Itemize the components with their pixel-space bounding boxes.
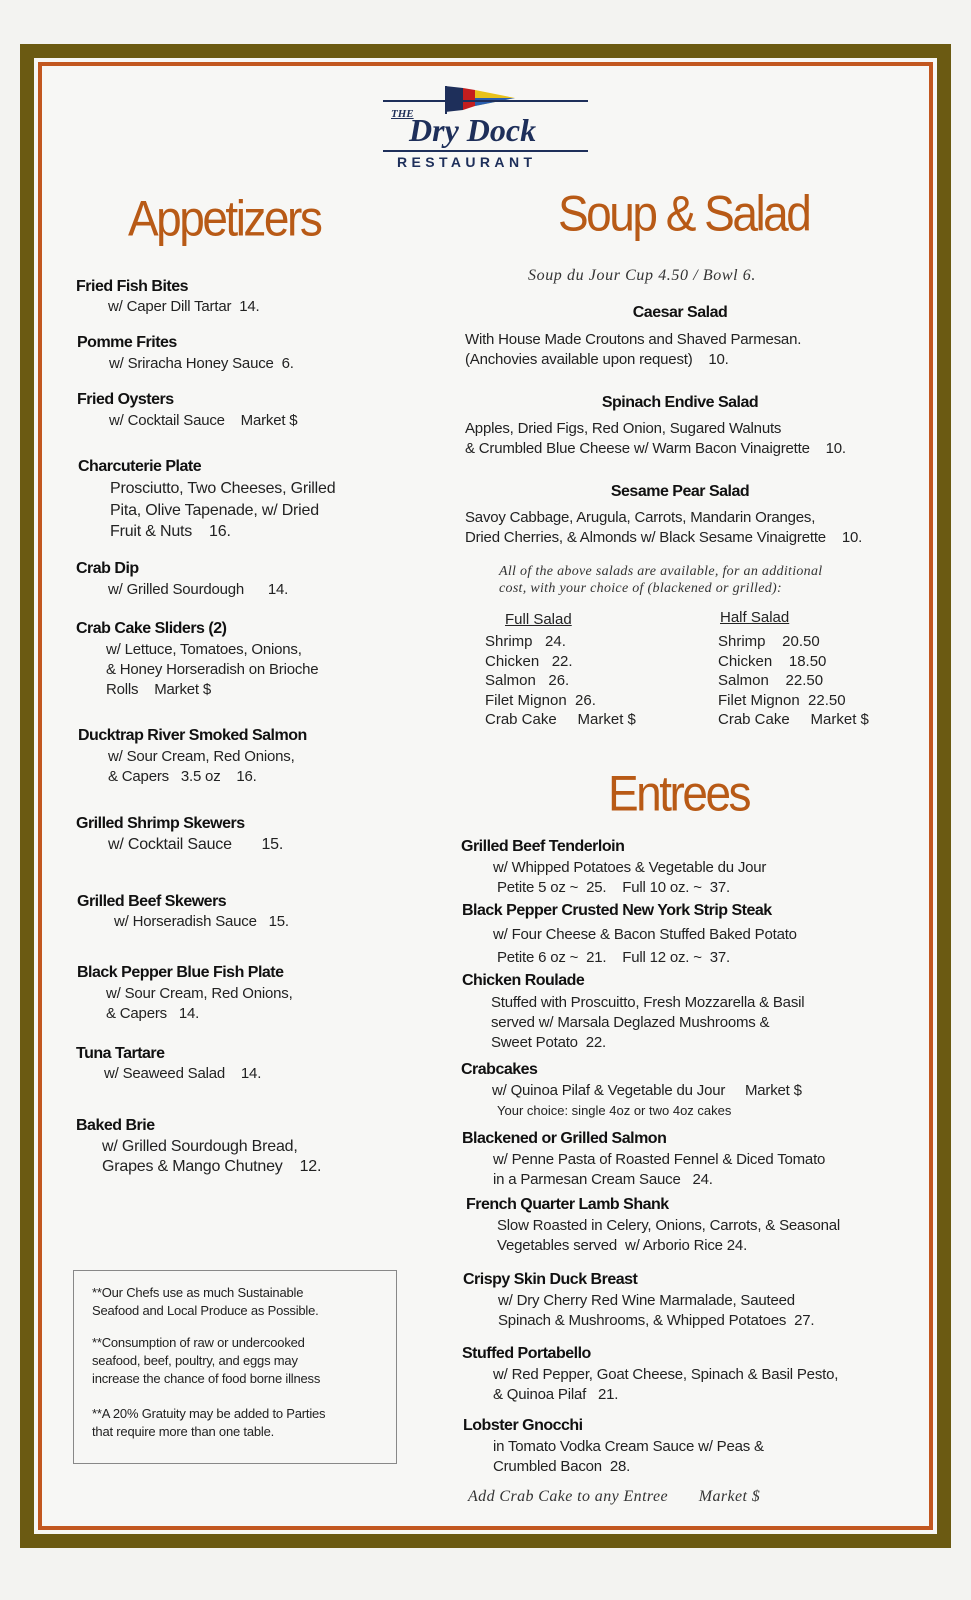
full-salad-header: Full Salad — [505, 611, 572, 628]
heading-soup-salad: Soup & Salad — [558, 184, 810, 242]
appetizer-name: Charcuterie Plate — [78, 458, 202, 475]
salad-addon-note: All of the above salads are available, for an additional cost, with your choice of (blackened or grilled): — [499, 564, 823, 596]
entree-name: Grilled Beef Tenderloin — [461, 838, 625, 855]
entree-desc: Slow Roasted in Celery, Onions, Carrots, & Seasonal Vegetables served w/ Arborio Rice 24. — [497, 1217, 841, 1254]
heading-entrees: Entrees — [608, 764, 750, 822]
logo-rule-top — [383, 100, 588, 102]
entree-desc: w/ Quinoa Pilaf & Vegetable du Jour Market $ — [492, 1082, 802, 1099]
appetizer-desc: w/ Sour Cream, Red Onions, & Capers 14. — [106, 985, 293, 1022]
entree-name: Chicken Roulade — [462, 972, 585, 989]
appetizer-desc: w/ Grilled Sourdough Bread, Grapes & Mango Chutney 12. — [102, 1138, 322, 1175]
appetizer-desc: w/ Caper Dill Tartar 14. — [108, 298, 260, 315]
salad-desc: With House Made Croutons and Shaved Parmesan. (Anchovies available upon request) 10. — [465, 331, 802, 368]
logo-the: THE — [391, 108, 414, 120]
appetizer-name: Grilled Beef Skewers — [77, 893, 227, 910]
salad-name: Sesame Pear Salad — [610, 483, 750, 500]
salad-desc: Savoy Cabbage, Arugula, Carrots, Mandarin Oranges, Dried Cherries, & Almonds w/ Black Sesame Vinaigrette 10. — [465, 509, 863, 546]
half-salad-prices: Shrimp 20.50 Chicken 18.50 Salmon 22.50 Filet Mignon 22.50 Crab Cake Market $ — [718, 633, 869, 729]
note-gratuity: **A 20% Gratuity may be added to Parties that require more than one table. — [92, 1406, 326, 1439]
appetizer-name: Pomme Frites — [77, 334, 177, 351]
appetizer-name: Crab Dip — [76, 560, 139, 577]
note-raw-food-warning: **Consumption of raw or undercooked seafood, beef, poultry, and eggs may increase the chance of food borne illness — [92, 1335, 321, 1386]
entree-desc: w/ Penne Pasta of Roasted Fennel & Diced Tomato in a Parmesan Cream Sauce 24. — [493, 1151, 826, 1188]
heading-appetizers: Appetizers — [128, 189, 321, 247]
entree-name: French Quarter Lamb Shank — [466, 1196, 669, 1213]
appetizer-desc: w/ Grilled Sourdough 14. — [108, 581, 289, 598]
crabcake-choice-note: Your choice: single 4oz or two 4oz cakes — [497, 1103, 732, 1118]
logo-subtitle: RESTAURANT — [397, 154, 537, 170]
appetizer-desc: Prosciutto, Two Cheeses, Grilled Pita, Olive Tapenade, w/ Dried Fruit & Nuts 16. — [110, 480, 336, 540]
entree-name: Crabcakes — [461, 1061, 538, 1078]
appetizer-desc: w/ Cocktail Sauce 15. — [108, 836, 284, 853]
appetizer-desc: w/ Seaweed Salad 14. — [104, 1065, 262, 1082]
logo-name: Dry Dock — [409, 112, 537, 148]
half-salad-header: Half Salad — [720, 609, 790, 626]
appetizer-desc: w/ Sriracha Honey Sauce 6. — [109, 355, 294, 372]
entree-name: Stuffed Portabello — [462, 1345, 591, 1362]
appetizer-desc: w/ Horseradish Sauce 15. — [114, 913, 289, 930]
entree-desc: in Tomato Vodka Cream Sauce w/ Peas & Crumbled Bacon 28. — [493, 1438, 764, 1475]
entree-name: Blackened or Grilled Salmon — [462, 1130, 667, 1147]
salad-desc: Apples, Dried Figs, Red Onion, Sugared Walnuts & Crumbled Blue Cheese w/ Warm Bacon Vinaigrette 10. — [465, 420, 846, 457]
appetizer-name: Crab Cake Sliders (2) — [76, 620, 227, 637]
note-sustainable: **Our Chefs use as much Sustainable Seafood and Local Produce as Possible. — [92, 1285, 319, 1318]
appetizer-name: Black Pepper Blue Fish Plate — [77, 964, 284, 981]
appetizer-desc: w/ Lettuce, Tomatoes, Onions, & Honey Horseradish on Brioche Rolls Market $ — [106, 641, 319, 698]
entree-crabcake-addon: Add Crab Cake to any Entree Market $ — [468, 1488, 761, 1505]
restaurant-logo — [383, 86, 588, 170]
salad-name: Caesar Salad — [632, 304, 728, 321]
appetizer-name: Grilled Shrimp Skewers — [76, 815, 245, 832]
appetizer-name: Ducktrap River Smoked Salmon — [78, 727, 307, 744]
appetizer-name: Baked Brie — [76, 1117, 155, 1134]
appetizer-name: Fried Fish Bites — [76, 278, 189, 295]
entree-name: Lobster Gnocchi — [463, 1417, 583, 1434]
full-salad-prices: Shrimp 24. Chicken 22. Salmon 26. Filet Mignon 26. Crab Cake Market $ — [485, 633, 636, 729]
entree-desc: Stuffed with Proscuitto, Fresh Mozzarella & Basil served w/ Marsala Deglazed Mushrooms & Sweet Potato 22. — [491, 994, 805, 1051]
appetizer-name: Tuna Tartare — [76, 1045, 165, 1062]
entree-name: Black Pepper Crusted New York Strip Steak — [462, 902, 772, 919]
entree-desc: w/ Whipped Potatoes & Vegetable du Jour Petite 5 oz ~ 25. Full 10 oz. ~ 37. — [493, 859, 767, 896]
salad-name: Spinach Endive Salad — [601, 394, 759, 411]
logo-rule-bottom — [383, 150, 588, 152]
entree-name: Crispy Skin Duck Breast — [463, 1271, 638, 1288]
entree-desc: w/ Dry Cherry Red Wine Marmalade, Sauteed Spinach & Mushrooms, & Whipped Potatoes 27. — [498, 1292, 815, 1329]
entree-desc: w/ Red Pepper, Goat Cheese, Spinach & Basil Pesto, & Quinoa Pilaf 21. — [493, 1366, 839, 1403]
notes-box — [73, 1270, 397, 1464]
soup-du-jour: Soup du Jour Cup 4.50 / Bowl 6. — [528, 267, 756, 284]
entree-desc: w/ Four Cheese & Bacon Stuffed Baked Potato Petite 6 oz ~ 21. Full 12 oz. ~ 37. — [493, 926, 797, 966]
appetizer-name: Fried Oysters — [77, 391, 174, 408]
appetizer-desc: w/ Cocktail Sauce Market $ — [109, 412, 298, 429]
appetizer-desc: w/ Sour Cream, Red Onions, & Capers 3.5 oz 16. — [108, 748, 295, 785]
